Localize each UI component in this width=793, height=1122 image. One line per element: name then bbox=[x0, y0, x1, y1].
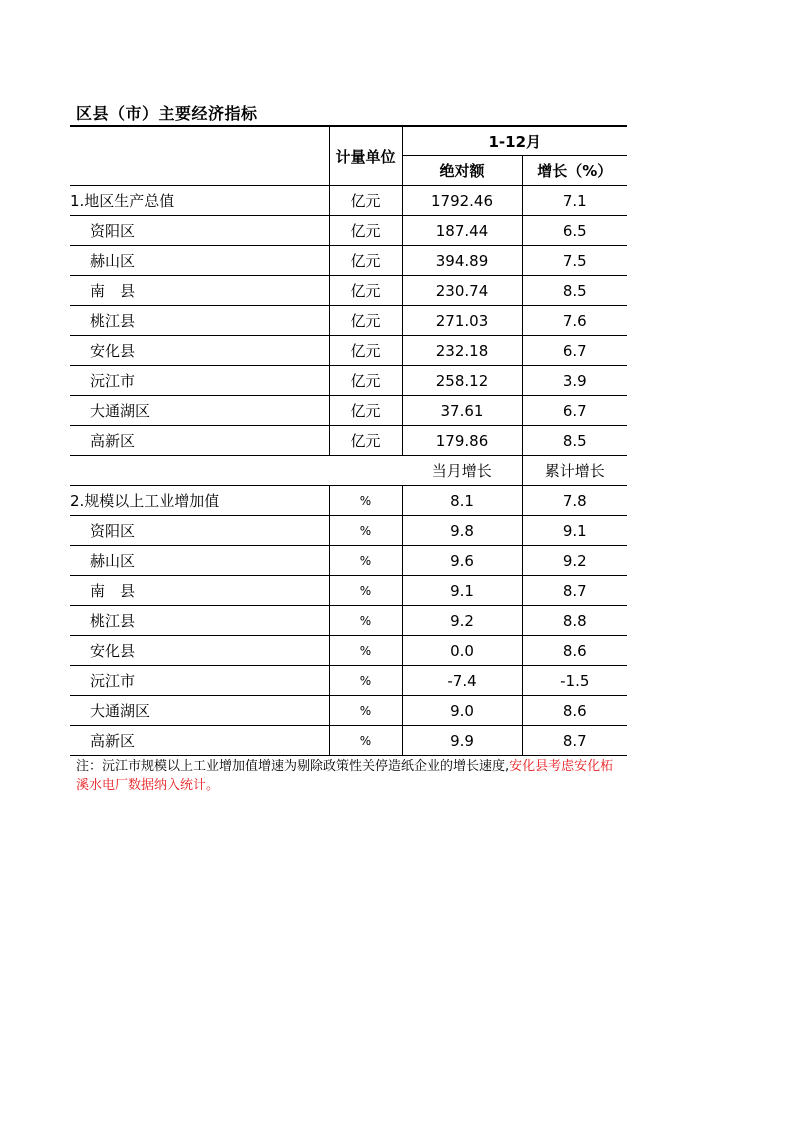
absolute-value: 37.61 bbox=[402, 396, 522, 426]
table-row bbox=[70, 576, 627, 606]
unit-cell: 亿元 bbox=[329, 426, 402, 456]
district-name: 南 县 bbox=[70, 576, 329, 606]
unit-cell: % bbox=[329, 516, 402, 546]
month-growth-value: 9.0 bbox=[402, 696, 522, 726]
table-row bbox=[70, 246, 627, 276]
absolute-value: 271.03 bbox=[402, 306, 522, 336]
unit-cell: 亿元 bbox=[329, 336, 402, 366]
indicator-name: 2.规模以上工业增加值 bbox=[70, 486, 329, 516]
growth-value: 3.9 bbox=[522, 366, 627, 396]
absolute-value: 230.74 bbox=[402, 276, 522, 306]
unit-cell: 亿元 bbox=[329, 306, 402, 336]
district-name: 沅江市 bbox=[70, 366, 329, 396]
unit-cell: % bbox=[329, 546, 402, 576]
subheader-blank bbox=[70, 456, 402, 486]
cumulative-growth-value: 9.1 bbox=[522, 516, 627, 546]
table-row bbox=[70, 366, 627, 396]
table-row bbox=[70, 546, 627, 576]
absolute-value: 187.44 bbox=[402, 216, 522, 246]
cumulative-growth-value: 8.7 bbox=[522, 576, 627, 606]
unit-cell: 亿元 bbox=[329, 216, 402, 246]
unit-cell: 亿元 bbox=[329, 186, 402, 216]
unit-cell: % bbox=[329, 576, 402, 606]
header-row-1 bbox=[70, 126, 627, 156]
month-growth-value: 9.9 bbox=[402, 726, 522, 756]
header-blank-cell bbox=[70, 126, 329, 186]
district-name: 沅江市 bbox=[70, 666, 329, 696]
page-title: 区县（市）主要经济指标 bbox=[76, 104, 258, 123]
growth-value: 7.6 bbox=[522, 306, 627, 336]
footnote bbox=[76, 757, 621, 795]
unit-cell: 亿元 bbox=[329, 246, 402, 276]
indicator-name: 1.地区生产总值 bbox=[70, 186, 329, 216]
absolute-value: 1792.46 bbox=[402, 186, 522, 216]
table-row bbox=[70, 606, 627, 636]
industry-section bbox=[70, 486, 627, 756]
unit-cell: 亿元 bbox=[329, 366, 402, 396]
absolute-value: 394.89 bbox=[402, 246, 522, 276]
month-growth-value: 9.6 bbox=[402, 546, 522, 576]
district-name: 南 县 bbox=[70, 276, 329, 306]
table-row bbox=[70, 696, 627, 726]
absolute-value: 179.86 bbox=[402, 426, 522, 456]
table-row bbox=[70, 276, 627, 306]
unit-cell: % bbox=[329, 636, 402, 666]
footnote-highlight: 安化县考虑安化柘溪水电厂数据纳入统计。 bbox=[76, 759, 614, 793]
subheader-row bbox=[70, 456, 627, 486]
district-name: 桃江县 bbox=[70, 306, 329, 336]
absolute-value: 232.18 bbox=[402, 336, 522, 366]
header-absolute: 绝对额 bbox=[402, 156, 522, 186]
growth-value: 6.7 bbox=[522, 396, 627, 426]
table-row bbox=[70, 396, 627, 426]
cumulative-growth-value: 8.8 bbox=[522, 606, 627, 636]
table-row bbox=[70, 186, 627, 216]
table-row bbox=[70, 636, 627, 666]
district-name: 赫山区 bbox=[70, 246, 329, 276]
growth-value: 7.5 bbox=[522, 246, 627, 276]
table-row bbox=[70, 426, 627, 456]
header-unit: 计量单位 bbox=[329, 126, 402, 186]
cumulative-growth-value: 8.6 bbox=[522, 696, 627, 726]
header-growth: 增长（%） bbox=[522, 156, 627, 186]
unit-cell: % bbox=[329, 486, 402, 516]
table-row bbox=[70, 486, 627, 516]
table-row bbox=[70, 516, 627, 546]
table-row bbox=[70, 666, 627, 696]
growth-value: 7.1 bbox=[522, 186, 627, 216]
economic-indicators-table bbox=[70, 125, 627, 756]
unit-cell: 亿元 bbox=[329, 276, 402, 306]
cumulative-growth-value: 9.2 bbox=[522, 546, 627, 576]
district-name: 大通湖区 bbox=[70, 396, 329, 426]
district-name: 大通湖区 bbox=[70, 696, 329, 726]
unit-cell: % bbox=[329, 696, 402, 726]
month-growth-value: 9.2 bbox=[402, 606, 522, 636]
district-name: 资阳区 bbox=[70, 216, 329, 246]
header-period: 1-12月 bbox=[402, 126, 627, 156]
month-growth-value: -7.4 bbox=[402, 666, 522, 696]
footnote-text: 注：沅江市规模以上工业增加值增速为剔除政策性关停造纸企业的增长速度, bbox=[76, 759, 510, 774]
unit-cell: % bbox=[329, 726, 402, 756]
subheader-cumulative-growth: 累计增长 bbox=[522, 456, 627, 486]
absolute-value: 258.12 bbox=[402, 366, 522, 396]
cumulative-growth-value: -1.5 bbox=[522, 666, 627, 696]
table-row bbox=[70, 726, 627, 756]
month-growth-value: 9.8 bbox=[402, 516, 522, 546]
unit-cell: % bbox=[329, 606, 402, 636]
cumulative-growth-value: 8.6 bbox=[522, 636, 627, 666]
subheader-month-growth: 当月增长 bbox=[402, 456, 522, 486]
growth-value: 8.5 bbox=[522, 276, 627, 306]
growth-value: 6.7 bbox=[522, 336, 627, 366]
cumulative-growth-value: 7.8 bbox=[522, 486, 627, 516]
unit-cell: 亿元 bbox=[329, 396, 402, 426]
growth-value: 6.5 bbox=[522, 216, 627, 246]
growth-value: 8.5 bbox=[522, 426, 627, 456]
cumulative-growth-value: 8.7 bbox=[522, 726, 627, 756]
gdp-section bbox=[70, 186, 627, 456]
district-name: 赫山区 bbox=[70, 546, 329, 576]
district-name: 资阳区 bbox=[70, 516, 329, 546]
month-growth-value: 9.1 bbox=[402, 576, 522, 606]
district-name: 高新区 bbox=[70, 426, 329, 456]
district-name: 高新区 bbox=[70, 726, 329, 756]
month-growth-value: 0.0 bbox=[402, 636, 522, 666]
table-row bbox=[70, 306, 627, 336]
unit-cell: % bbox=[329, 666, 402, 696]
district-name: 桃江县 bbox=[70, 606, 329, 636]
district-name: 安化县 bbox=[70, 336, 329, 366]
table-row bbox=[70, 216, 627, 246]
district-name: 安化县 bbox=[70, 636, 329, 666]
table-row bbox=[70, 336, 627, 366]
month-growth-value: 8.1 bbox=[402, 486, 522, 516]
